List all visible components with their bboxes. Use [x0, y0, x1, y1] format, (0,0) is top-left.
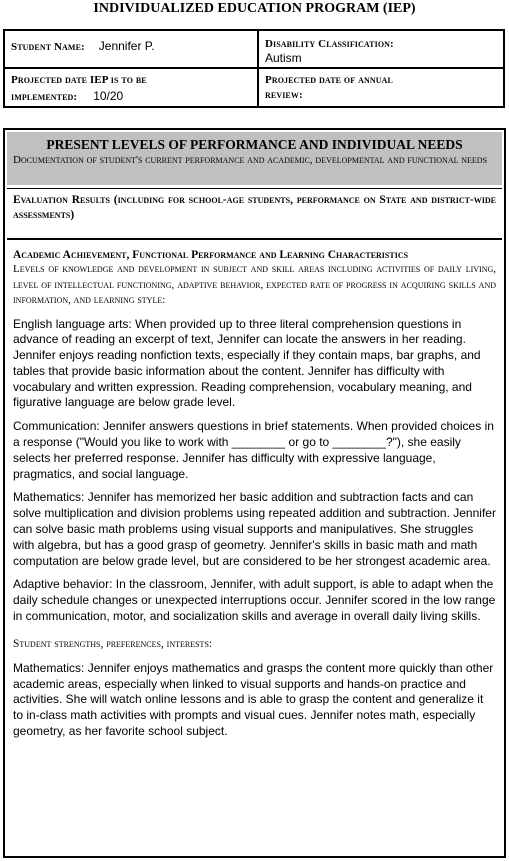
- present-levels-header: [7, 132, 502, 185]
- strengths-heading: Student strengths, preferences, interests:: [13, 637, 213, 650]
- disability-value: Autism: [265, 51, 302, 65]
- adaptive-behavior-paragraph: Adaptive behavior: In the classroom, Jennifer, with adult support, is able to adapt when the daily schedule changes or unexpected interruptions occur. Jennifer scored in the low range in communication, motor, and socialization skills and average in overall daily living skills.: [13, 577, 496, 624]
- projected-review-label-line1: Projected date of annual: [265, 74, 393, 86]
- projected-iep-value: 10/20: [93, 89, 124, 103]
- ela-paragraph: English language arts: When provided up to three literal comprehension questions in advance of reading an excerpt of text, Jennifer can locate the answers in her reading. Jennifer enjoys reading nonfiction texts, especially if they contain maps, bar graphs, and tables that provide basic information about the content. Jennifer has difficulty with vocabulary and written expression. Reading comprehension, vocabulary meaning, and figurative language are below grade level.: [13, 316, 481, 410]
- projected-review-label-line2: review:: [265, 89, 303, 101]
- disability-cell: [259, 31, 503, 67]
- student-name-label: Student Name:: [11, 41, 85, 53]
- projected-iep-cell: [5, 69, 257, 106]
- student-info-table: [3, 29, 505, 108]
- document-title: INDIVIDUALIZED EDUCATION PROGRAM (IEP): [93, 1, 416, 16]
- present-levels-box: [3, 128, 506, 858]
- disability-label: Disability Classification:: [265, 38, 394, 50]
- student-name-cell: [5, 31, 257, 67]
- projected-iep-label-line2: implemented:: [11, 91, 78, 103]
- present-levels-subtitle: Documentation of student's current performance and academic, developmental and functional needs: [13, 154, 488, 166]
- present-levels-title: PRESENT LEVELS OF PERFORMANCE AND INDIVIDUAL NEEDS: [46, 137, 463, 152]
- projected-iep-label-line1: Projected date IEP is to be: [11, 74, 147, 86]
- academic-heading: Academic Achievement, Functional Performance and Learning Characteristics: [13, 249, 409, 261]
- strengths-math-paragraph: Mathematics: Jennifer enjoys mathematics and grasps the content more quickly than other academic areas, especially when linked to visual supports and hands-on practice and activities. She will watch online lessons and is able to grasp the content and generalize it to in-class math activities with prompts and visual cues. Jennifer notes math, especially geometry, as her favorite school subject.: [13, 660, 494, 739]
- student-name-value: Jennifer P.: [98, 39, 155, 53]
- academic-subheading: Levels of knowledge and development in subject and skill areas including activities of daily living, level of intellectual functioning, adaptive behavior, expected rate of progress in acquiring skills and information, and learning style:: [13, 263, 496, 306]
- communication-paragraph: Communication: Jennifer answers questions in brief statements. When provided choices in a response ("Would you like to work with ________ or go to ________?"), she easily selects her preferred response. Jennifer has difficulty with expressive language, pragmatics, and social language.: [13, 419, 494, 481]
- projected-review-cell: [259, 69, 503, 106]
- mathematics-paragraph: Mathematics: Jennifer has memorized her basic addition and subtraction facts and can solve multiplication and division problems using repeated addition and subtraction. Jennifer can solve basic math problems using visual supports and manipulatives. She struggles with algebra, but has a good grasp of geometry. Jennifer's skills in basic math and math computation are below grade level, but are considered to be her strongest academic area.: [13, 490, 496, 568]
- academic-achievement-section: [7, 246, 502, 748]
- evaluation-results-heading: Evaluation Results (including for school-age students, performance on State and district-wide assessments): [7, 188, 502, 240]
